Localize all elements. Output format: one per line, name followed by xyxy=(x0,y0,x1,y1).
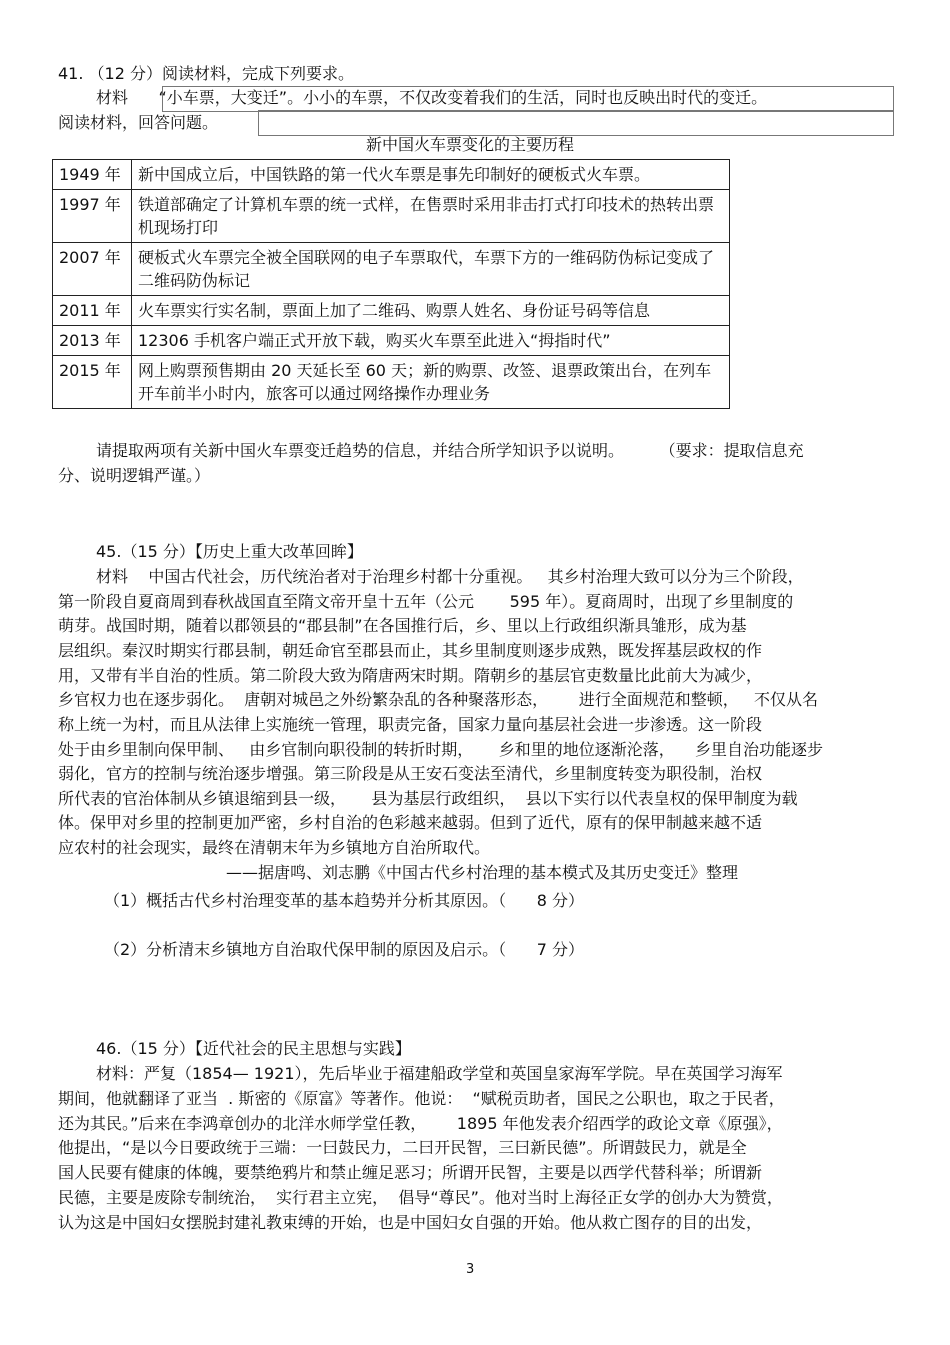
q46-line: 民德，主要是废除专制统治， 实行君主立宪， 倡导“尊民”。他对当时上海径正女学的创办大为赞赏， xyxy=(58,1188,783,1207)
table-row xyxy=(53,243,730,296)
year-cell: 2013 年 xyxy=(53,326,132,356)
q45-line: 层组织。秦汉时期实行郡县制，朝廷命官至郡县而止，其乡里制度则逐步成熟，既发挥基层政权的作 xyxy=(58,641,763,660)
event-cell: 铁道部确定了计算机车票的统一式样，在售票时采用非击打式打印技术的热转出票机现场打印 xyxy=(132,190,730,243)
page-number: 3 xyxy=(466,1262,475,1277)
q45-line: 处于由乡里制向保甲制、 由乡官制向职役制的转折时期， 乡和里的地位逐渐沦落， 乡里自治功能逐步 xyxy=(58,740,824,759)
ticket-history-table xyxy=(52,159,730,409)
q45-line: 应农村的社会现实，最终在清朝末年为乡镇地方自治所取代。 xyxy=(58,838,491,857)
q46-line: 材料：严复（1854— 1921），先后毕业于福建船政学堂和英国皇家海军学院。早在英国学习海军 xyxy=(96,1064,783,1083)
q45-header: 45.（15 分）【历史上重大改革回眸】 xyxy=(96,542,363,561)
q45-sub2: （2）分析清末乡镇地方自治取代保甲制的原因及启示。（ 7 分） xyxy=(104,940,584,959)
q46-line: 国人民要有健康的体魄，要禁绝鸦片和禁止缠足恶习；所谓开民智，主要是以西学代替科举；所谓新 xyxy=(58,1163,763,1182)
event-cell: 新中国成立后，中国铁路的第一代火车票是事先印制好的硬板式火车票。 xyxy=(132,160,730,190)
table-row xyxy=(53,326,730,356)
instruction-box xyxy=(258,110,894,136)
q46-header: 46.（15 分）【近代社会的民主思想与实践】 xyxy=(96,1039,411,1058)
table-row xyxy=(53,356,730,409)
q45-line: 称上统一为村，而且从法律上实施统一管理，职责完备，国家力量向基层社会进一步渗透。这一阶段 xyxy=(58,715,763,734)
q41-instruction: 阅读材料，回答问题。 xyxy=(58,113,219,132)
table-title: 新中国火车票变化的主要历程 xyxy=(365,135,574,154)
q46-line: 还为其民。”后来在李鸿章创办的北洋水师学堂任教， 1895 年他发表介绍西学的政论文章《原强》， xyxy=(58,1114,783,1133)
q45-line: 体。保甲对乡里的控制更加严密，乡村自治的色彩越来越弱。但到了近代，原有的保甲制越来越不适 xyxy=(58,813,763,832)
event-cell: 硬板式火车票完全被全国联网的电子车票取代，车票下方的一维码防伪标记变成了二维码防伪标记 xyxy=(132,243,730,296)
q41-header: 41. （12 分）阅读材料，完成下列要求。 xyxy=(58,64,354,83)
event-cell: 12306 手机客户端正式开放下载，购买火车票至此进入“拇指时代” xyxy=(132,326,730,356)
year-cell: 2015 年 xyxy=(53,356,132,409)
q41-material: 材料 “小车票，大变迁”。小小的车票，不仅改变着我们的生活，同时也反映出时代的变迁。 xyxy=(96,88,768,107)
q45-line: 第一阶段自夏商周到春秋战国直至隋文帝开皇十五年（公元 595 年）。夏商周时，出现了乡里制度的 xyxy=(58,592,794,611)
q45-line: 所代表的官治体制从乡镇退缩到县一级， 县为基层行政组织， 县以下实行以代表皇权的保甲制度为载 xyxy=(58,789,798,808)
event-cell: 网上购票预售期由 20 天延长至 60 天；新的购票、改签、退票政策出台，在列车开车前半小时内，旅客可以通过网络操作办理业务 xyxy=(132,356,730,409)
table-row xyxy=(53,160,730,190)
q45-line: 材料 中国古代社会，历代统治者对于治理乡村都十分重视。 其乡村治理大致可以分为三个阶段， xyxy=(96,567,804,586)
q41-question-cont: 分、说明逻辑严谨。） xyxy=(58,466,211,485)
q45-line: 乡官权力也在逐步弱化。 唐朝对城邑之外纷繁杂乱的各种聚落形态， 进行全面规范和整顿， 不仅从名 xyxy=(58,690,818,709)
year-cell: 1997 年 xyxy=(53,190,132,243)
year-cell: 1949 年 xyxy=(53,160,132,190)
q45-source: ——据唐鸣、刘志鹏《中国古代乡村治理的基本模式及其历史变迁》整理 xyxy=(226,863,739,882)
event-cell: 火车票实行实名制，票面上加了二维码、购票人姓名、身份证号码等信息 xyxy=(132,296,730,326)
q45-line: 弱化，官方的控制与统治逐步增强。第三阶段是从王安石变法至清代，乡里制度转变为职役制，治权 xyxy=(58,764,763,783)
q46-line: 他提出，“是以今日要政统于三端：一曰鼓民力，二曰开民智，三曰新民德”。所谓鼓民力，就是全 xyxy=(58,1138,747,1157)
q46-line: 期间，他就翻译了亚当 . 斯密的《原富》等著作。他说： “赋税贡助者，国民之公职也，取之于民者， xyxy=(58,1089,785,1108)
q45-line: 用，又带有半自治的性质。第二阶段大致为隋唐两宋时期。隋朝乡的基层官吏数量比此前大为减少， xyxy=(58,666,763,685)
q46-line: 认为这是中国妇女摆脱封建礼教束缚的开始，也是中国妇女自强的开始。他从救亡图存的目的出发， xyxy=(58,1213,763,1232)
table-row xyxy=(53,296,730,326)
year-cell: 2007 年 xyxy=(53,243,132,296)
q41-question: 请提取两项有关新中国火车票变迁趋势的信息，并结合所学知识予以说明。 （要求：提取信息充 xyxy=(96,441,804,460)
q45-line: 萌芽。战国时期，随着以郡领县的“郡县制”在各国推行后，乡、里以上行政组织渐具雏形，成为基 xyxy=(58,616,747,635)
year-cell: 2011 年 xyxy=(53,296,132,326)
q45-sub1: （1）概括古代乡村治理变革的基本趋势并分析其原因。（ 8 分） xyxy=(104,891,584,910)
table-row xyxy=(53,190,730,243)
